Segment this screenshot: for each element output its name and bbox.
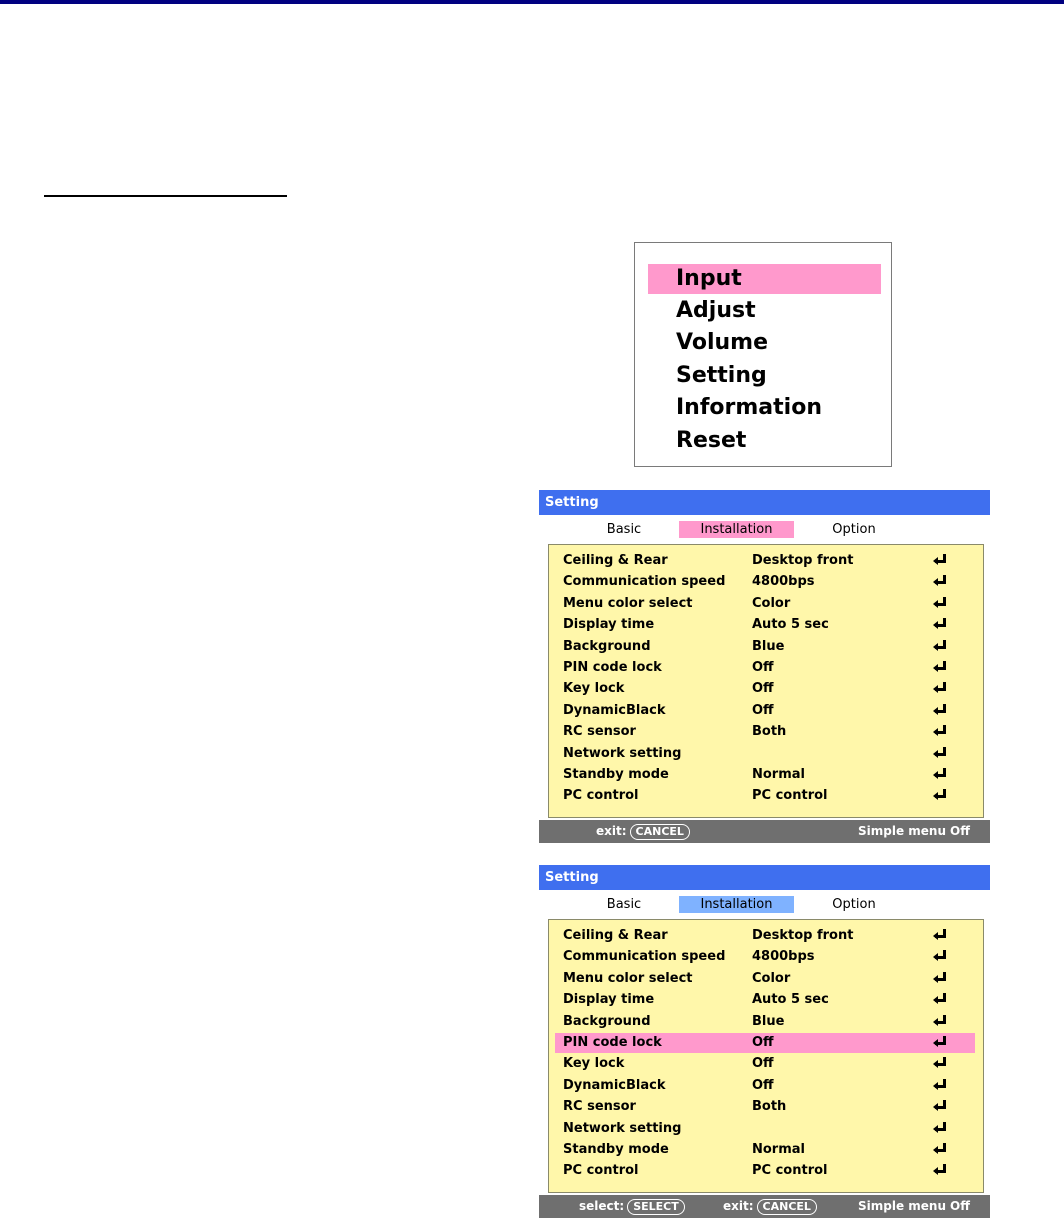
enter-arrow-icon [933,1018,938,1026]
settings-row[interactable] [555,765,975,785]
main-menu-item-reset[interactable]: Reset [676,428,747,453]
enter-icon[interactable] [933,1076,947,1096]
enter-arrow-icon [933,792,938,800]
simple-menu-label: Simple menu [858,824,947,838]
setting-value: Color [752,595,791,611]
settings-row[interactable] [555,744,975,764]
setting-value: Off [752,702,774,718]
tab-basic[interactable]: Basic [606,897,642,912]
panel-title: Setting [539,865,990,890]
select-hint [579,1195,685,1218]
enter-icon[interactable] [933,990,947,1010]
enter-arrow-icon [933,1146,938,1154]
setting-label: Key lock [563,1056,625,1072]
enter-icon[interactable] [933,1033,947,1053]
enter-arrow-icon [933,771,938,779]
setting-label: Communication speed [563,574,726,590]
enter-icon[interactable] [933,1012,947,1032]
setting-value: Both [752,1099,787,1115]
settings-row[interactable] [555,701,975,721]
enter-arrow-icon [933,996,938,1004]
settings-row[interactable] [555,786,975,806]
setting-label: Ceiling & Rear [563,553,668,568]
setting-value: Both [752,724,787,740]
setting-label: RC sensor [563,1099,636,1115]
setting-value: Normal [752,767,805,782]
setting-label: Standby mode [563,1142,669,1157]
settings-row[interactable] [555,572,975,592]
enter-arrow-icon [933,685,938,693]
settings-row[interactable] [555,1097,975,1117]
setting-label: Background [563,1013,651,1029]
setting-label: Network setting [563,745,682,761]
setting-label: PC control [563,788,639,804]
enter-arrow-icon [933,1039,938,1047]
enter-icon[interactable] [933,1119,947,1139]
setting-label: Standby mode [563,767,669,782]
setting-value: Blue [752,1013,785,1029]
setting-label: Key lock [563,681,625,697]
select-label: select: [579,1199,625,1213]
tab-basic[interactable]: Basic [606,522,642,537]
settings-row[interactable] [555,990,975,1010]
panel-footer [539,1195,990,1218]
tab-option[interactable]: Option [832,897,876,912]
settings-row[interactable] [555,926,975,946]
main-menu-item-input[interactable]: Input [648,264,881,294]
enter-arrow-icon [933,600,938,608]
setting-label: Menu color select [563,970,693,986]
enter-icon[interactable] [933,1140,947,1160]
setting-label: PIN code lock [563,1035,662,1050]
enter-arrow-icon [933,664,938,672]
main-menu-item-setting[interactable]: Setting [676,363,767,388]
enter-arrow-icon [933,728,938,736]
cancel-key[interactable]: CANCEL [757,1199,817,1215]
settings-row[interactable] [555,594,975,614]
panel-footer [539,820,990,843]
setting-label: Display time [563,617,655,633]
settings-row[interactable] [555,551,975,571]
settings-list [548,919,984,1193]
setting-label: DynamicBlack [563,702,666,718]
exit-hint [596,820,690,843]
settings-row[interactable] [555,658,975,678]
enter-arrow-icon [933,975,938,983]
enter-arrow-icon [933,1060,938,1068]
settings-row[interactable] [555,722,975,742]
settings-row[interactable] [555,637,975,657]
enter-icon[interactable] [933,947,947,967]
setting-label: DynamicBlack [563,1077,666,1093]
tab-installation[interactable]: Installation [679,896,794,913]
enter-arrow-icon [933,621,938,629]
setting-label: RC sensor [563,724,636,740]
setting-value: Normal [752,1142,805,1157]
enter-arrow-icon [933,750,938,758]
enter-icon[interactable] [933,701,947,721]
setting-value: Off [752,660,774,675]
setting-value: Auto 5 sec [752,992,829,1008]
tab-installation[interactable]: Installation [679,521,794,538]
cancel-key[interactable]: CANCEL [630,824,690,840]
enter-icon[interactable] [933,786,947,806]
setting-value: Off [752,681,774,697]
enter-arrow-icon [933,1082,938,1090]
enter-icon[interactable] [933,722,947,742]
setting-label: Menu color select [563,595,693,611]
enter-icon[interactable] [933,572,947,592]
panel-title: Setting [539,490,990,515]
main-menu-item-adjust[interactable]: Adjust [676,298,756,323]
exit-hint [723,1195,817,1218]
settings-body [539,919,990,1195]
setting-value: Desktop front [752,928,854,943]
setting-panel-1 [539,490,990,843]
settings-row[interactable] [555,679,975,699]
simple-menu-value[interactable]: Off [950,824,970,838]
tab-bar [539,890,990,919]
heading-underline [44,195,287,197]
top-rule [0,0,1064,4]
setting-value: Off [752,1077,774,1093]
exit-label: exit: [723,1199,754,1213]
setting-value: Color [752,970,791,986]
simple-menu-value[interactable]: Off [950,1199,970,1213]
setting-label: Ceiling & Rear [563,928,668,943]
setting-value: Off [752,1035,774,1050]
settings-row[interactable] [555,615,975,635]
setting-label: Display time [563,992,655,1008]
simple-menu-label: Simple menu [858,1199,947,1213]
enter-arrow-icon [933,557,938,565]
setting-value: 4800bps [752,949,815,965]
enter-icon[interactable] [933,658,947,678]
enter-arrow-icon [933,1125,938,1133]
setting-label: PC control [563,1163,639,1179]
enter-arrow-icon [933,932,938,940]
main-menu [634,242,892,467]
enter-arrow-icon [933,707,938,715]
enter-arrow-icon [933,1103,938,1111]
setting-value: Auto 5 sec [752,617,829,633]
setting-label: Network setting [563,1120,682,1136]
setting-value: Blue [752,638,785,654]
setting-value: Desktop front [752,553,854,568]
settings-row[interactable] [555,1054,975,1074]
enter-icon[interactable] [933,1097,947,1117]
enter-arrow-icon [933,643,938,651]
enter-arrow-icon [933,578,938,586]
settings-row[interactable] [555,1033,975,1053]
tab-bar [539,515,990,544]
settings-row[interactable] [555,947,975,967]
tab-option[interactable]: Option [832,522,876,537]
enter-icon[interactable] [933,551,947,571]
setting-value: PC control [752,788,828,804]
settings-row[interactable] [555,1076,975,1096]
settings-list [548,544,984,818]
enter-icon[interactable] [933,926,947,946]
enter-icon[interactable] [933,615,947,635]
setting-value: PC control [752,1163,828,1179]
setting-value: 4800bps [752,574,815,590]
settings-row[interactable] [555,1161,975,1181]
setting-value: Off [752,1056,774,1072]
setting-label: PIN code lock [563,660,662,675]
enter-icon[interactable] [933,969,947,989]
setting-panel-2 [539,865,990,1218]
settings-row[interactable] [555,1119,975,1139]
main-menu-item-volume[interactable]: Volume [676,330,768,355]
settings-row[interactable] [555,1012,975,1032]
enter-icon[interactable] [933,679,947,699]
select-key[interactable]: SELECT [627,1199,685,1215]
settings-body [539,544,990,820]
settings-row[interactable] [555,969,975,989]
enter-icon[interactable] [933,637,947,657]
enter-arrow-icon [933,953,938,961]
enter-icon[interactable] [933,1054,947,1074]
settings-row[interactable] [555,1140,975,1160]
enter-icon[interactable] [933,594,947,614]
enter-icon[interactable] [933,1161,947,1181]
setting-label: Background [563,638,651,654]
setting-label: Communication speed [563,949,726,965]
main-menu-item-information[interactable]: Information [676,395,822,420]
enter-icon[interactable] [933,765,947,785]
enter-arrow-icon [933,1167,938,1175]
enter-icon[interactable] [933,744,947,764]
exit-label: exit: [596,824,627,838]
